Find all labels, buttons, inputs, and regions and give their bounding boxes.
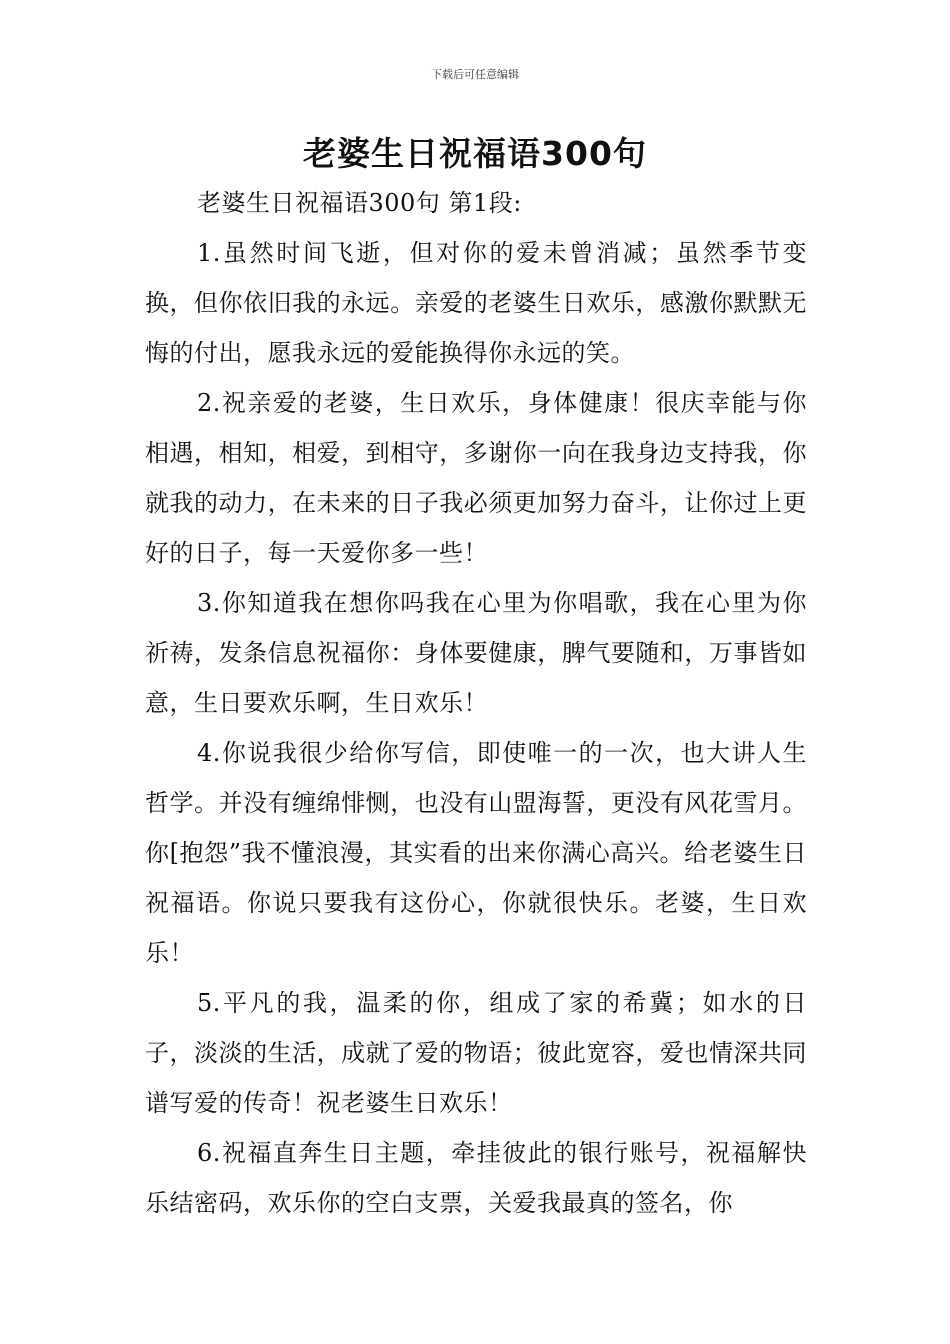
paragraph-3: 3.你知道我在想你吗我在心里为你唱歌，我在心里为你祈祷，发条信息祝福你：身体要健康，脾气要随和，万事皆如意，生日要欢乐啊，生日欢乐！ [145, 589, 807, 717]
paragraph-5: 5.平凡的我，温柔的你，组成了家的希冀；如水的日子，淡淡的生活，成就了爱的物语；彼此宽容，爱也情深共同谱写爱的传奇！祝老婆生日欢乐！ [145, 989, 807, 1117]
paragraph-1: 1.虽然时间飞逝，但对你的爱未曾消减；虽然季节变换，但你依旧我的永远。亲爱的老婆生日欢乐，感激你默默无悔的付出，愿我永远的爱能换得你永远的笑。 [145, 239, 807, 367]
header-note: 下载后可任意编辑 [431, 68, 519, 81]
paragraph-4: 4.你说我很少给你写信，即使唯一的一次，也大讲人生哲学。并没有缠绵悱恻，也没有山盟海誓，更没有风花雪月。你[抱怨”我不懂浪漫，其实看的出来你满心高兴。给老婆生日祝福语。你说只要我有这份心，你就很快乐。老婆，生日欢乐！ [145, 739, 807, 967]
paragraph-2: 2.祝亲爱的老婆，生日欢乐，身体健康！很庆幸能与你相遇，相知，相爱，到相守，多谢你一向在我身边支持我，你就我的动力，在未来的日子我必须更加努力奋斗，让你过上更好的日子，每一天爱你多一些！ [145, 389, 807, 567]
document-body [145, 178, 807, 1228]
section-heading: 老婆生日祝福语300句 第1段: [197, 189, 522, 217]
paragraph-6: 6.祝福直奔生日主题，牵挂彼此的银行账号，祝福解快乐结密码，欢乐你的空白支票，关爱我最真的签名，你 [145, 1139, 807, 1217]
document-title: 老婆生日祝福语300句 [303, 134, 647, 173]
